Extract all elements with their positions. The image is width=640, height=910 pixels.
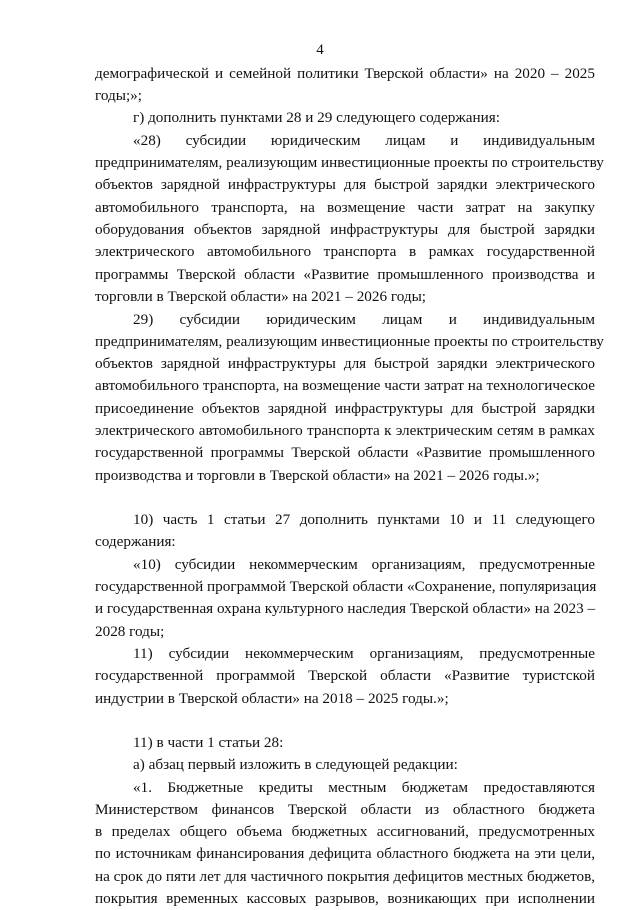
text-line: электрического автомобильного транспорта к электрическим сетям в рамках [95,422,595,439]
text-line: торговли в Тверской области» на 2021 – 2026 годы; [95,288,427,305]
page-number: 4 [316,42,324,58]
text-line: 11) в части 1 статьи 28: [133,734,284,751]
text-line: 2028 годы; [95,623,165,640]
text-line: «28) субсидии юридическим лицам и индивидуальным [133,132,595,149]
text-line: автомобильного транспорта, на возмещение части затрат на закупку [95,199,595,216]
text-line: и государственная охрана культурного наследия Тверской области» на 2023 – [95,600,596,617]
text-line: а) абзац первый изложить в следующей редакции: [133,756,458,773]
text-line: программы Тверской области «Развитие промышленного производства и [95,266,595,283]
text-line: демографической и семейной политики Тверской области» на 2020 – 2025 [95,65,595,82]
text-line: государственной программой Тверской области «Сохранение, популяризация [95,578,597,595]
text-line: предпринимателям, реализующим инвестиционные проекты по строительству [95,154,604,171]
text-line: Министерством финансов Тверской области из областного бюджета [95,801,595,818]
text-line: г) дополнить пунктами 28 и 29 следующего содержания: [133,109,500,126]
text-line: «10) субсидии некоммерческим организациям, предусмотренные [133,556,595,573]
text-line: 11) субсидии некоммерческим организациям, предусмотренные [133,645,595,662]
text-line: государственной программой Тверской области «Развитие туристской [95,667,595,684]
text-line: оборудования объектов зарядной инфраструктуры для быстрой зарядки [95,221,595,238]
text-line: по источникам финансирования дефицита областного бюджета на эти цели, [95,845,595,862]
text-line: предпринимателям, реализующим инвестиционные проекты по строительству [95,333,604,350]
text-line: автомобильного транспорта, на возмещение части затрат на технологическое [95,377,595,394]
text-line: объектов зарядной инфраструктуры для быстрой зарядки электрического [95,355,595,372]
text-line: на срок до пяти лет для частичного покрытия дефицитов местных бюджетов, [95,868,596,885]
text-line: электрического автомобильного транспорта в рамках государственной [95,243,595,260]
text-line: 10) часть 1 статьи 27 дополнить пунктами 10 и 11 следующего [133,511,595,528]
text-line: присоединение объектов зарядной инфраструктуры для быстрой зарядки [95,400,595,417]
text-line: годы;»; [95,87,142,104]
text-line: покрытия временных кассовых разрывов, возникающих при исполнении [95,890,595,907]
text-line: «1. Бюджетные кредиты местным бюджетам предоставляются [133,779,595,796]
text-line: объектов зарядной инфраструктуры для быстрой зарядки электрического [95,176,595,193]
text-line: 29) субсидии юридическим лицам и индивидуальным [133,311,595,328]
text-line: государственной программы Тверской области «Развитие промышленного [95,444,595,461]
text-line: содержания: [95,533,176,550]
text-line: производства и торговли в Тверской области» на 2021 – 2026 годы.»; [95,467,540,484]
text-line: индустрии в Тверской области» на 2018 – 2025 годы.»; [95,690,449,707]
text-line: в пределах общего объема бюджетных ассигнований, предусмотренных [95,823,595,840]
